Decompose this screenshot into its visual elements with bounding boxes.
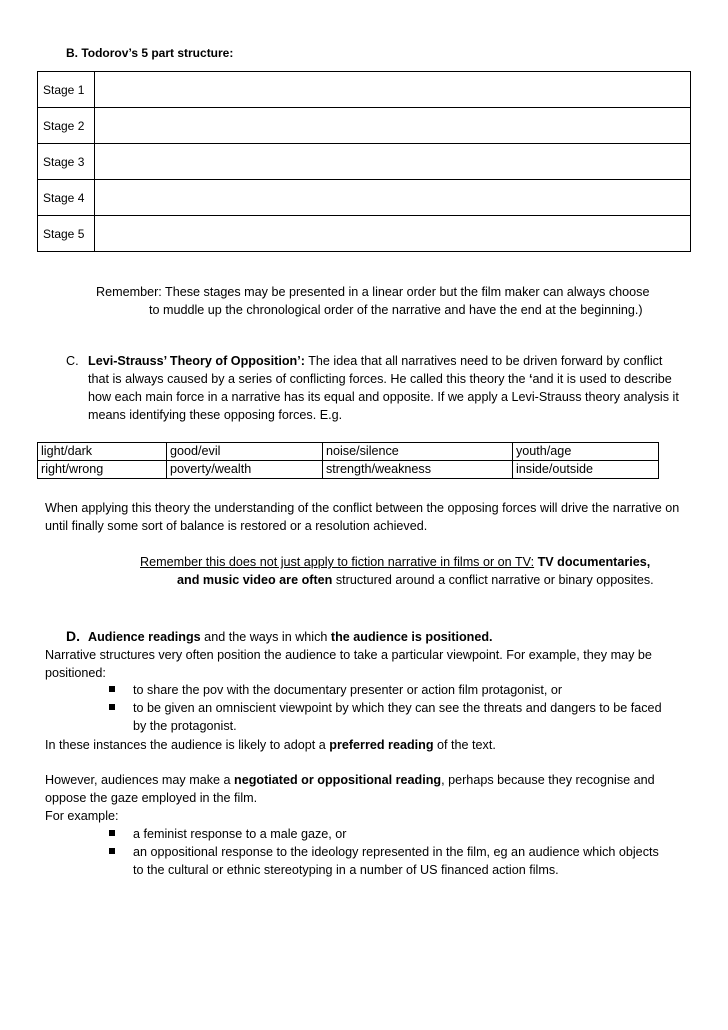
- table-row: [38, 180, 691, 216]
- table-cell: strength/weakness: [323, 461, 513, 479]
- list-item-text: an oppositional response to the ideology represented in the film, eg an audience which objects to the cultural or ethnic stereotyping in a number of US financed action films.: [133, 845, 659, 877]
- table-cell: youth/age: [513, 443, 659, 461]
- table-row: [38, 72, 691, 108]
- section-d-heading: [66, 627, 493, 646]
- remember-2-underline: Remember this does not just apply to fiction narrative in films or on TV:: [140, 555, 535, 569]
- list-item-text: a feminist response to a male gaze, or: [133, 827, 347, 841]
- section-d-bold-2: the audience is positioned.: [330, 630, 493, 644]
- however-bold: negotiated or oppositional reading: [234, 773, 442, 787]
- list-item-text: to share the pov with the documentary presenter or action film protagonist, or: [133, 683, 563, 697]
- bullet-square-icon: [109, 704, 115, 710]
- list-item: [109, 699, 669, 735]
- stage-cell[interactable]: [95, 180, 691, 216]
- remember-note: [96, 283, 696, 319]
- table-cell: light/dark: [38, 443, 167, 461]
- however-pre: However, audiences may make a: [45, 773, 234, 787]
- bullet-square-icon: [109, 848, 115, 854]
- section-c-body-2: and it is used to describe how each main force in a narrative has its equal and opposite. If we apply a Levi-Strauss theory analysis it means identifying these opposing forces. E.g.: [88, 372, 679, 422]
- remember-2-line-2: [140, 571, 690, 589]
- section-c-title: Levi-Strauss’ Theory of Opposition’:: [88, 354, 305, 368]
- table-cell: good/evil: [167, 443, 323, 461]
- remember-line-2: to muddle up the chronological order of the narrative and have the end at the beginning.): [149, 303, 643, 317]
- stages-table: [37, 71, 691, 252]
- however-text: [45, 771, 695, 807]
- list-item-text: to be given an omniscient viewpoint by which they can see the threats and dangers to be faced by the protagonist.: [133, 701, 662, 733]
- section-c-marker: C.: [66, 354, 79, 368]
- bullet-square-icon: [109, 830, 115, 836]
- however-paragraph: [45, 771, 695, 825]
- section-c-body: The idea that all narratives need to be driven forward by conflict that is always caused by a series of conflicting forces. He called this theory the: [88, 354, 663, 386]
- stage-label: Stage 1: [38, 72, 95, 108]
- section-c-text: [88, 352, 686, 424]
- instances-pre: In these instances the audience is likely to adopt a: [45, 738, 330, 752]
- stage-label: Stage 4: [38, 180, 95, 216]
- however-post: , perhaps because they recognise and oppose the gaze employed in the film.: [45, 773, 655, 805]
- table-row: [38, 108, 691, 144]
- table-cell: right/wrong: [38, 461, 167, 479]
- remember-2-line-1: [140, 553, 690, 571]
- for-example-label: For example:: [45, 809, 119, 823]
- instances-post: of the text.: [433, 738, 496, 752]
- instances-bold: preferred reading: [329, 738, 434, 752]
- table-row: [38, 144, 691, 180]
- remember-note-2: [140, 553, 690, 589]
- section-d-paragraph: Narrative structures very often position the audience to take a particular viewpoint. For example, they may be positioned:: [45, 648, 652, 680]
- stage-label: Stage 2: [38, 108, 95, 144]
- stage-cell[interactable]: [95, 72, 691, 108]
- table-row: [38, 461, 659, 479]
- section-b-heading: B. Todorov’s 5 part structure:: [66, 46, 234, 60]
- section-d-bold-1: Audience readings: [88, 630, 201, 644]
- remember-2-rest: structured around a conflict narrative or binary opposites.: [332, 573, 654, 587]
- stage-label: Stage 3: [38, 144, 95, 180]
- stage-cell[interactable]: [95, 144, 691, 180]
- opposites-table: [37, 442, 659, 479]
- bullet-square-icon: [109, 686, 115, 692]
- table-row: [38, 216, 691, 252]
- section-c: [66, 352, 686, 424]
- list-item: [109, 843, 669, 879]
- table-cell: inside/outside: [513, 461, 659, 479]
- section-d-mid: and the ways in which: [200, 630, 331, 644]
- apply-paragraph: When applying this theory the understanding of the conflict between the opposing forces will drive the narrative on until finally some sort of balance is restored or a resolution achieved.: [45, 501, 680, 533]
- remember-line-1: Remember: These stages may be presented in a linear order but the film maker can always choose: [96, 285, 650, 299]
- table-row: [38, 443, 659, 461]
- stage-label: Stage 5: [38, 216, 95, 252]
- instances-paragraph: [45, 736, 496, 754]
- section-c-quote: ‘: [529, 372, 533, 386]
- remember-2-bold-1: TV documentaries,: [534, 555, 651, 569]
- remember-2-bold-2: and music video are often: [177, 573, 333, 587]
- stage-cell[interactable]: [95, 108, 691, 144]
- section-d-letter: D.: [66, 628, 80, 644]
- table-cell: noise/silence: [323, 443, 513, 461]
- list-item: [109, 681, 669, 699]
- stage-cell[interactable]: [95, 216, 691, 252]
- list-item: [109, 825, 669, 843]
- table-cell: poverty/wealth: [167, 461, 323, 479]
